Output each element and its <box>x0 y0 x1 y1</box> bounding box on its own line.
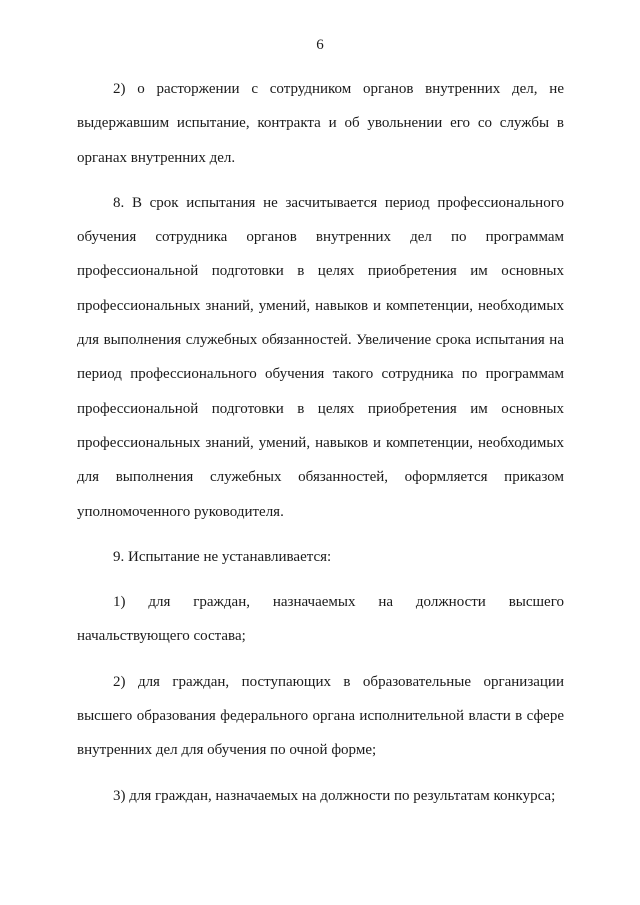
paragraph-item-9-heading: 9. Испытание не устанавливается: <box>113 548 332 565</box>
document-body <box>77 72 564 824</box>
paragraph-subitem-3-competition: 3) для граждан, назначаемых на должности по результатам конкурса; <box>113 787 556 804</box>
paragraph-subitem-2-contract-termination: 2) о расторжении с сотрудником органов внутренних дел, не выдержавшим испытание, контракта и об увольнении его со службы в органах внутренних дел. <box>77 81 564 166</box>
paragraph-item-8-training-period: 8. В срок испытания не засчитывается период профессионального обучения сотрудника органов внутренних дел по программам профессиональной подготовки в целях приобретения им основных профессиональных знаний, умений, навыков и компетенции, необходимых для выполнения служебных обязанностей. Увеличение срока испытания на период профессионального обучения такого сотрудника по программам профессиональной подготовки в целях приобретения им основных профессиональных знаний, умений, навыков и компетенции, необходимых для выполнения служебных обязанностей, оформляется приказом уполномоченного руководителя. <box>77 194 564 520</box>
paragraph-subitem-1-senior-staff: 1) для граждан, назначаемых на должности высшего начальствующего состава; <box>77 594 564 645</box>
paragraph-subitem-2-education-entrants: 2) для граждан, поступающих в образовательные организации высшего образования федерального органа исполнительной власти в сфере внутренних дел для обучения по очной форме; <box>77 673 564 759</box>
page-number: 6 <box>316 37 324 53</box>
